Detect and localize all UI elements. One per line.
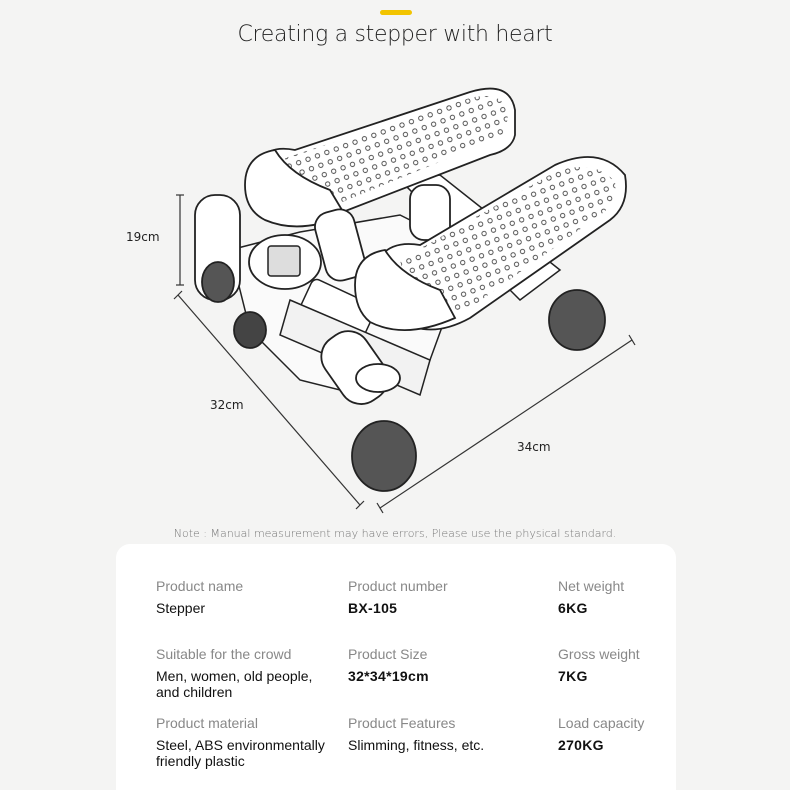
spec-load-capacity — [558, 715, 644, 753]
spec-product-material — [156, 715, 325, 769]
spec-value-line: Men, women, old people, — [156, 668, 313, 684]
spec-value: BX-105 — [348, 600, 398, 616]
spec-label: Net weight — [558, 578, 625, 594]
spec-value — [156, 668, 312, 700]
spec-value: Stepper — [156, 600, 206, 616]
spec-value: 7KG — [558, 668, 588, 684]
measurement-note: Note : Manual measurement may have errors, Please use the physical standard. — [173, 527, 617, 540]
spec-product-name — [156, 578, 243, 616]
spec-product-size — [348, 646, 429, 684]
spec-label: Product Features — [348, 715, 456, 731]
page-title: Creating a stepper with heart — [237, 22, 553, 47]
spec-value: 6KG — [558, 600, 588, 616]
spec-value-line: and children — [156, 684, 233, 700]
spec-value-line: Steel, ABS environmentally — [156, 737, 325, 753]
spec-label: Product Size — [348, 646, 428, 662]
spec-label: Product name — [156, 578, 244, 594]
spec-net-weight — [558, 578, 624, 616]
spec-label: Product number — [348, 578, 448, 594]
spec-value: 32*34*19cm — [348, 668, 429, 684]
spec-label: Product material — [156, 715, 258, 731]
spec-product-features — [348, 715, 484, 753]
display-counter — [249, 235, 321, 289]
depth-label: 32cm — [210, 398, 244, 412]
spec-value: Slimming, fitness, etc. — [348, 737, 485, 753]
spec-label: Gross weight — [558, 646, 640, 662]
width-label: 34cm — [517, 440, 551, 454]
spec-label: Load capacity — [558, 715, 645, 731]
spec-gross-weight — [558, 646, 640, 684]
spec-value-line: friendly plastic — [156, 753, 245, 769]
spec-label: Suitable for the crowd — [156, 646, 292, 662]
spec-value: 270KG — [558, 737, 604, 753]
spec-card — [116, 544, 676, 790]
spec-product-number — [348, 578, 448, 616]
spec-value — [156, 737, 325, 769]
spec-suitable-crowd — [156, 646, 312, 700]
height-label: 19cm — [126, 230, 160, 244]
